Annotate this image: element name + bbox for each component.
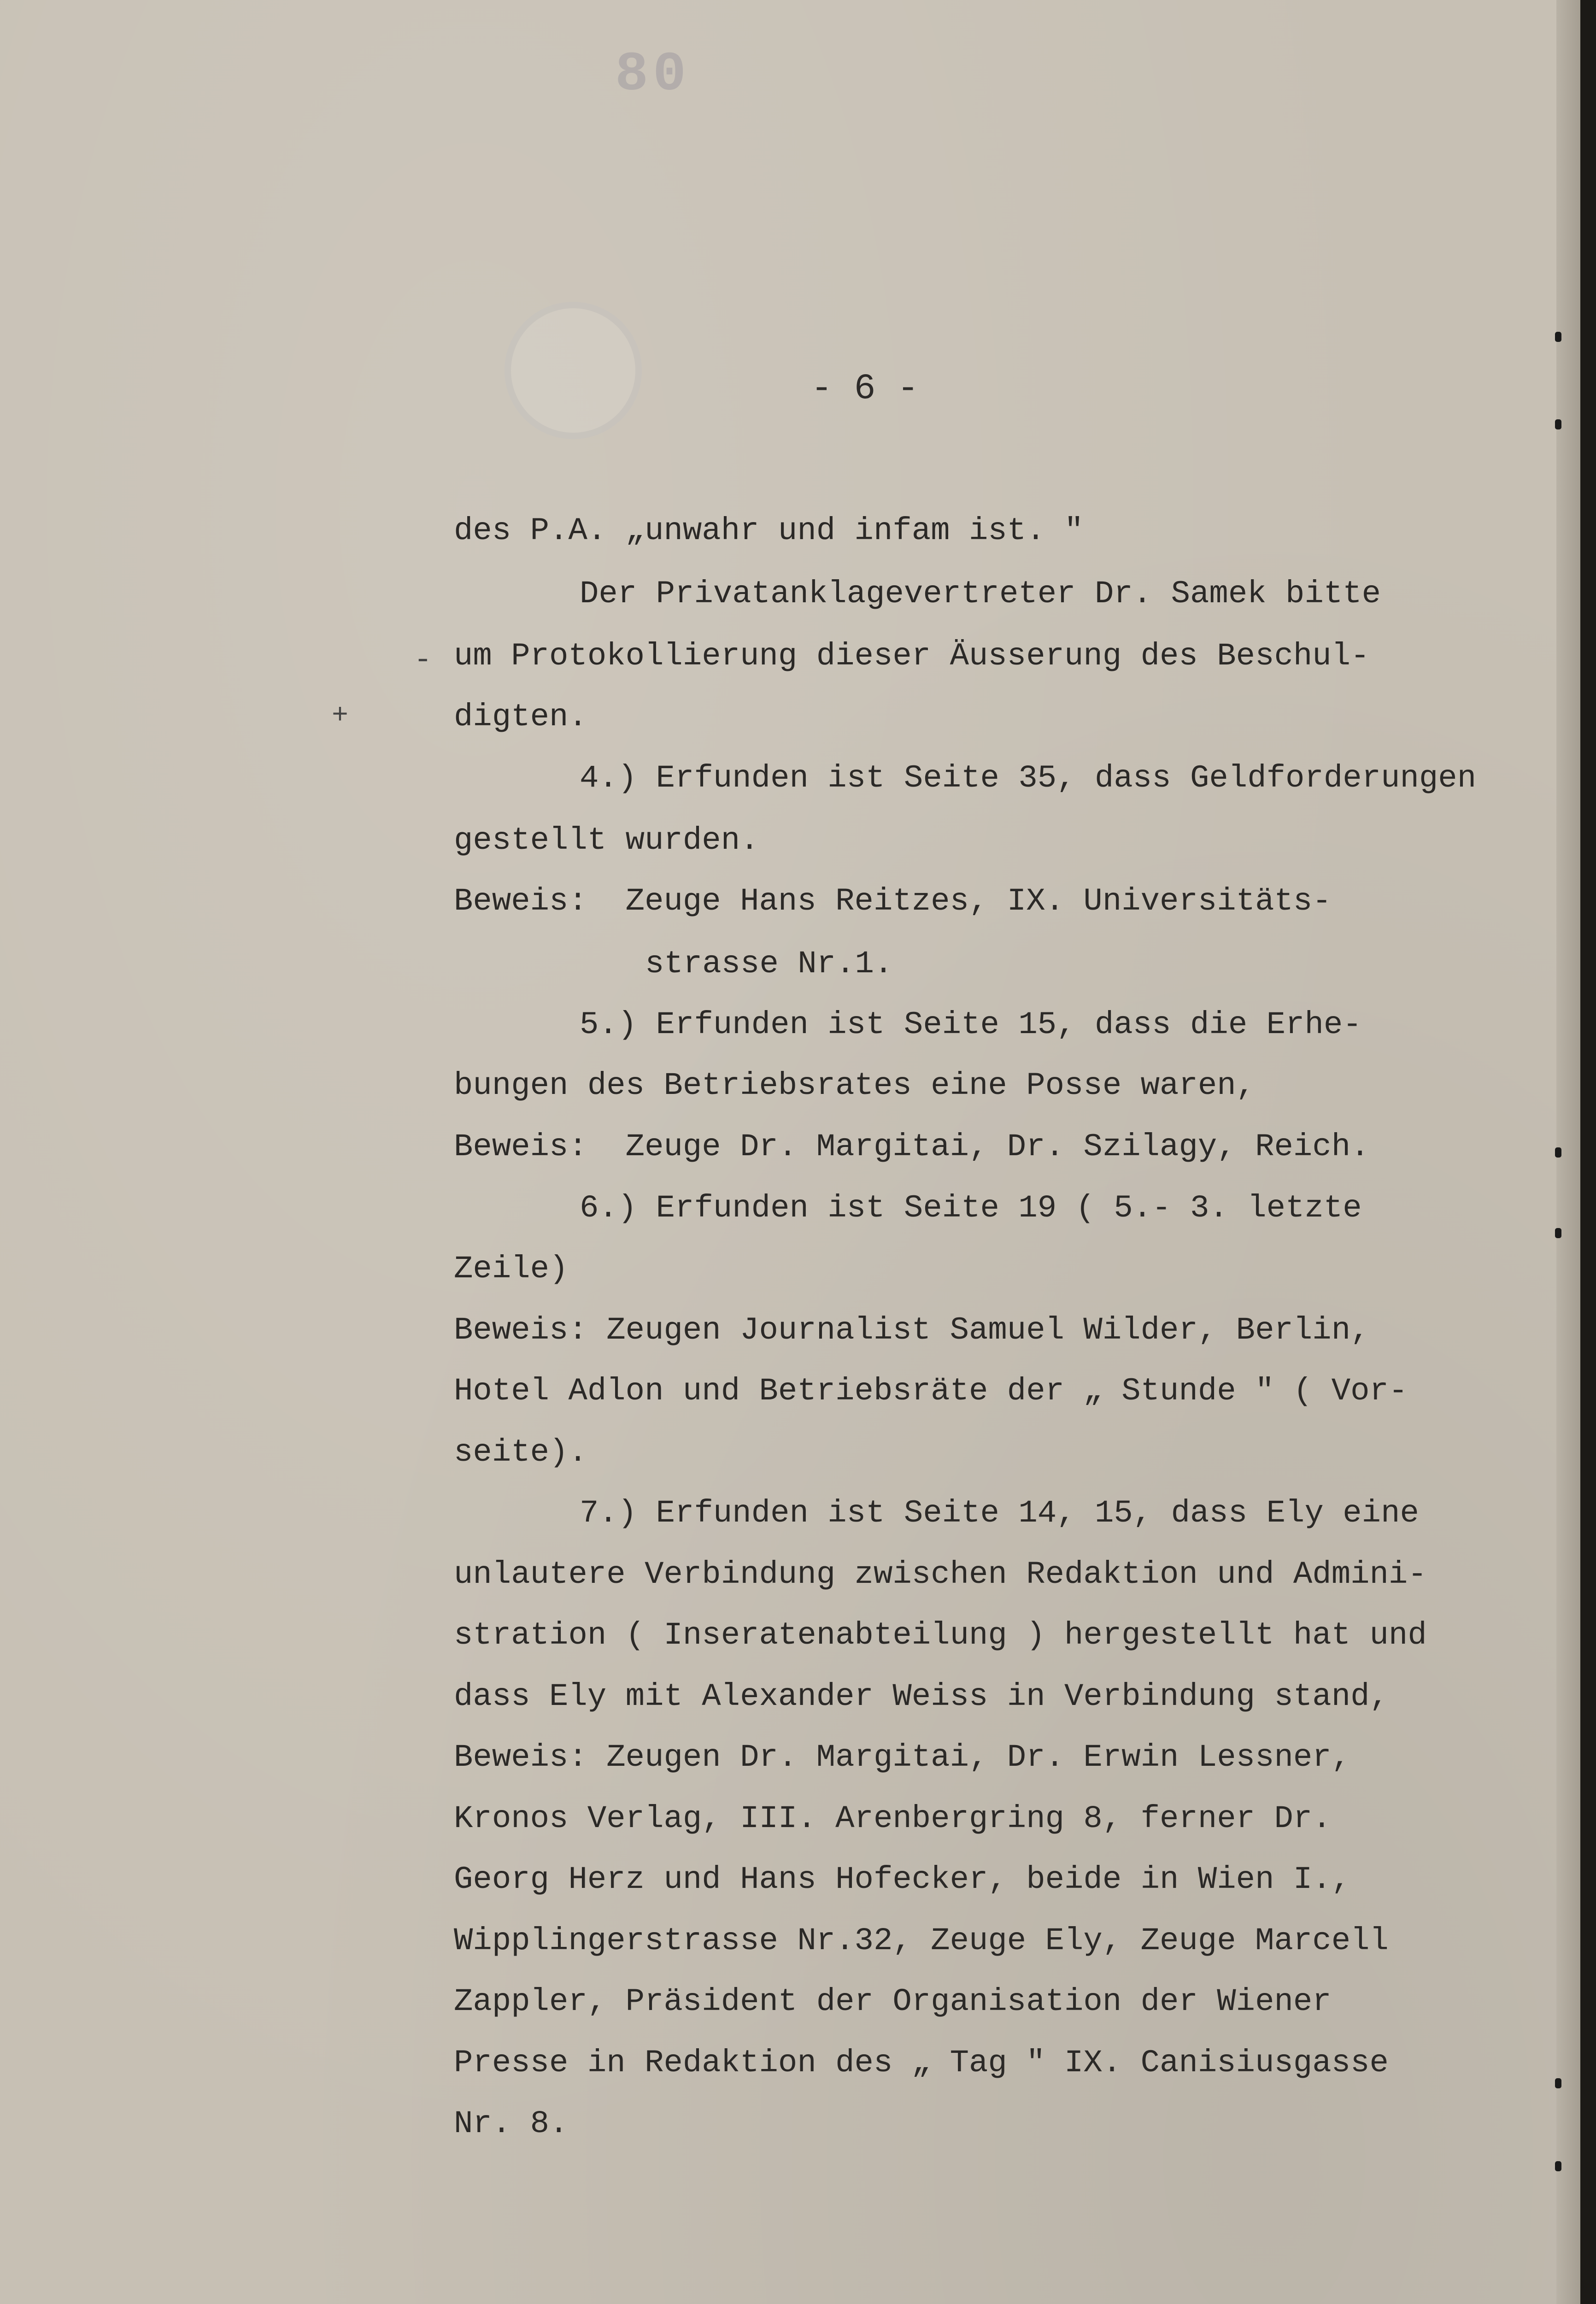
faded-stamp [505,302,642,439]
text-line: Hotel Adlon und Betriebsräte der „ Stunde " ( Vor- [454,1373,1408,1409]
text-line: Beweis: Zeuge Dr. Margitai, Dr. Szilagy, Reich. [454,1129,1370,1165]
margin-cross-mark: + [332,700,349,732]
text-line: 7.) Erfunden ist Seite 14, 15, dass Ely eine [580,1495,1419,1531]
text-line: Nr. 8. [454,2106,569,2142]
text-line: 5.) Erfunden ist Seite 15, dass die Erhe- [580,1007,1362,1043]
text-line: Presse in Redaktion des „ Tag " IX. Canisiusgasse [454,2045,1389,2081]
text-line: seite). [454,1434,587,1470]
text-line: dass Ely mit Alexander Weiss in Verbindung stand, [454,1679,1389,1715]
binding-hole-mark [1555,2078,1561,2088]
text-line: gestellt wurden. [454,823,759,858]
binding-hole-mark [1555,332,1561,342]
text-line: strasse Nr.1. [645,946,893,982]
text-line: Beweis: Zeugen Journalist Samuel Wilder, Berlin, [454,1312,1370,1348]
text-line: um Protokollierung dieser Äusserung des Beschul- [454,638,1370,674]
binding-hole-mark [1555,1228,1561,1238]
text-line: 6.) Erfunden ist Seite 19 ( 5.- 3. letzte [580,1190,1362,1226]
text-line: bungen des Betriebsrates eine Posse waren, [454,1068,1256,1104]
text-line: Beweis: Zeugen Dr. Margitai, Dr. Erwin Lessner, [454,1740,1351,1775]
archive-mark: 80 [615,44,691,106]
text-line: Wipplingerstrasse Nr.32, Zeuge Ely, Zeuge Marcell [454,1923,1389,1959]
text-line: digten. [454,699,587,735]
text-line: Zappler, Präsident der Organisation der Wiener [454,1984,1332,2020]
text-line: 4.) Erfunden ist Seite 35, dass Geldforderungen [580,760,1477,796]
binding-hole-mark [1555,1147,1561,1158]
margin-dash-mark: - [414,643,432,677]
text-line: Der Privatanklagevertreter Dr. Samek bitte [580,576,1381,612]
binding-hole-mark [1555,2161,1561,2171]
text-line: Zeile) [454,1251,569,1287]
text-line: unlautere Verbindung zwischen Redaktion und Admini- [454,1557,1427,1593]
text-line: des P.A. „unwahr und infam ist. " [454,513,1084,549]
text-line: Georg Herz und Hans Hofecker, beide in Wien I., [454,1862,1351,1898]
text-line: Kronos Verlag, III. Arenbergring 8, ferner Dr. [454,1801,1332,1837]
text-line: stration ( Inseratenabteilung ) hergestellt hat und [454,1617,1427,1653]
page-number: - 6 - [811,369,919,409]
binding-hole-mark [1555,419,1561,429]
text-line: Beweis: Zeuge Hans Reitzes, IX. Universitäts- [454,883,1332,919]
